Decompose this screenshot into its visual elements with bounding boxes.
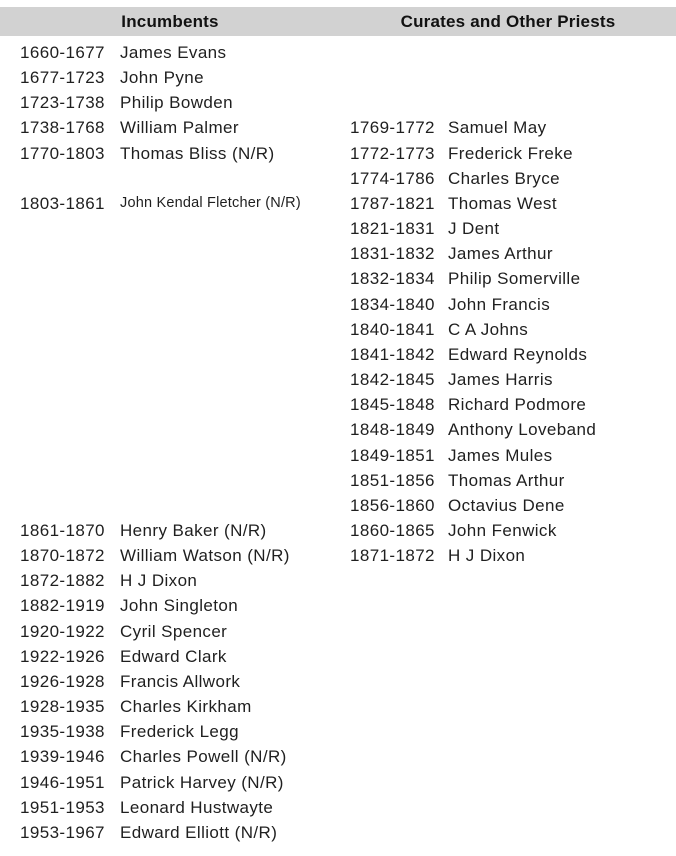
incumbent-years-cell: 1660-1677 [20, 43, 105, 62]
curate-years-cell: 1821-1831 [350, 219, 435, 239]
incumbent-years-cell: 1738-1768 [20, 118, 105, 138]
incumbent-name-cell [120, 493, 350, 518]
incumbent-name-cell: Charles Kirkham [120, 697, 252, 717]
row-left-margin [0, 468, 20, 493]
curate-name-cell: Richard Podmore [448, 395, 587, 415]
curate-years-cell [350, 795, 448, 820]
curate-name-cell: Thomas Arthur [448, 470, 565, 490]
curate-years-cell: 1834-1840 [350, 294, 435, 314]
incumbent-years-cell: 1677-1723 [20, 68, 105, 88]
row-left-margin [0, 317, 20, 342]
curate-name-cell [448, 744, 676, 769]
curate-years-cell: 1787-1821 [350, 193, 435, 213]
clergy-rows-container [0, 36, 676, 845]
row-left-margin [0, 90, 20, 115]
row-left-margin [0, 216, 20, 241]
curate-name-cell [448, 568, 676, 593]
row-left-margin [0, 770, 20, 795]
curate-years-cell: 1772-1773 [350, 143, 435, 163]
row-left-margin [0, 669, 20, 694]
table-row [0, 770, 676, 795]
curate-years-cell: 1860-1865 [350, 520, 435, 540]
incumbent-name-cell: Frederick Legg [120, 722, 239, 742]
incumbent-name-cell [120, 266, 350, 291]
incumbent-name-cell: John Kendal Fletcher (N/R) [120, 194, 301, 211]
incumbent-years-cell: 1872-1882 [20, 571, 105, 591]
table-row [0, 493, 676, 518]
curate-years-cell [350, 719, 448, 744]
row-left-margin [0, 191, 20, 216]
incumbent-name-cell [120, 468, 350, 493]
table-row [0, 367, 676, 392]
incumbent-years-cell: 1935-1938 [20, 722, 105, 742]
incumbents-column-header: Incumbents [121, 11, 219, 31]
row-left-margin [0, 40, 20, 65]
curate-years-cell [350, 744, 448, 769]
row-left-margin [0, 619, 20, 644]
curate-years-cell [350, 65, 448, 90]
curate-name-cell: Samuel May [448, 118, 547, 138]
curate-name-cell: Edward Reynolds [448, 344, 588, 364]
curate-name-cell [448, 719, 676, 744]
curate-name-cell [448, 820, 676, 845]
curate-years-cell [350, 669, 448, 694]
curate-years-cell [350, 40, 448, 65]
curate-name-cell: C A Johns [448, 319, 529, 339]
table-row [0, 543, 676, 568]
table-row [0, 795, 676, 820]
table-row [0, 644, 676, 669]
curate-name-cell [448, 795, 676, 820]
table-row [0, 317, 676, 342]
curate-name-cell: Octavius Dene [448, 495, 565, 515]
incumbent-years-cell: 1803-1861 [20, 193, 105, 213]
curates-column-header: Curates and Other Priests [400, 11, 616, 31]
row-left-margin [0, 820, 20, 845]
row-left-margin [0, 241, 20, 266]
incumbent-name-cell: William Palmer [120, 118, 239, 138]
curate-name-cell: Charles Bryce [448, 168, 560, 188]
curate-years-cell: 1851-1856 [350, 470, 435, 490]
row-left-margin [0, 65, 20, 90]
curate-years-cell: 1848-1849 [350, 420, 435, 440]
row-left-margin [0, 518, 20, 543]
curate-name-cell [448, 694, 676, 719]
table-row [0, 191, 676, 216]
table-row [0, 669, 676, 694]
table-row [0, 744, 676, 769]
curate-years-cell: 1842-1845 [350, 370, 435, 390]
table-row [0, 593, 676, 618]
curate-years-cell: 1774-1786 [350, 168, 435, 188]
curate-years-cell [350, 568, 448, 593]
table-header-bar [0, 7, 676, 36]
incumbent-years-cell: 1770-1803 [20, 143, 105, 163]
curate-name-cell: James Harris [448, 370, 553, 390]
row-left-margin [0, 443, 20, 468]
incumbent-name-cell: Leonard Hustwayte [120, 797, 274, 817]
curate-years-cell [350, 770, 448, 795]
incumbent-name-cell [120, 292, 350, 317]
curate-years-cell: 1840-1841 [350, 319, 435, 339]
row-left-margin [0, 593, 20, 618]
table-row [0, 392, 676, 417]
row-left-margin [0, 744, 20, 769]
incumbent-years-cell: 1953-1967 [20, 822, 105, 842]
row-left-margin [0, 166, 20, 191]
curate-years-cell: 1769-1772 [350, 118, 435, 138]
incumbent-years-cell: 1946-1951 [20, 772, 105, 792]
incumbent-name-cell [120, 166, 350, 191]
table-row [0, 694, 676, 719]
incumbent-years-cell: 1882-1919 [20, 596, 105, 616]
incumbent-years-cell: 1920-1922 [20, 621, 105, 641]
row-left-margin [0, 367, 20, 392]
table-row [0, 90, 676, 115]
incumbent-name-cell: Francis Allwork [120, 671, 241, 691]
incumbent-name-cell: William Watson (N/R) [120, 546, 290, 566]
incumbent-years-cell [20, 216, 120, 241]
row-left-margin [0, 266, 20, 291]
incumbent-years-cell: 1723-1738 [20, 93, 105, 113]
curate-years-cell: 1871-1872 [350, 546, 435, 566]
table-row [0, 443, 676, 468]
table-row [0, 417, 676, 442]
incumbent-name-cell [120, 216, 350, 241]
incumbent-name-cell [120, 342, 350, 367]
incumbent-name-cell [120, 392, 350, 417]
curate-years-cell [350, 90, 448, 115]
incumbent-years-cell [20, 241, 120, 266]
incumbent-years-cell [20, 417, 120, 442]
curate-name-cell [448, 65, 676, 90]
incumbent-name-cell: James Evans [120, 43, 227, 62]
incumbent-name-cell: H J Dixon [120, 571, 198, 591]
table-row [0, 518, 676, 543]
incumbent-name-cell [120, 241, 350, 266]
incumbent-years-cell [20, 317, 120, 342]
row-left-margin [0, 694, 20, 719]
incumbent-name-cell: Philip Bowden [120, 93, 233, 113]
incumbent-years-cell [20, 166, 120, 191]
incumbent-name-cell [120, 367, 350, 392]
curate-years-cell [350, 694, 448, 719]
incumbent-name-cell [120, 443, 350, 468]
curate-years-cell: 1845-1848 [350, 395, 435, 415]
row-left-margin [0, 417, 20, 442]
curate-years-cell: 1841-1842 [350, 344, 435, 364]
table-row [0, 65, 676, 90]
row-left-margin [0, 493, 20, 518]
row-left-margin [0, 141, 20, 166]
row-left-margin [0, 719, 20, 744]
table-row [0, 619, 676, 644]
curate-name-cell: Philip Somerville [448, 269, 581, 289]
curate-name-cell: James Arthur [448, 244, 553, 264]
curate-name-cell: John Fenwick [448, 520, 557, 540]
table-row [0, 568, 676, 593]
incumbent-name-cell: John Singleton [120, 596, 239, 616]
row-left-margin [0, 543, 20, 568]
incumbent-years-cell [20, 443, 120, 468]
row-left-margin [0, 392, 20, 417]
incumbent-years-cell [20, 367, 120, 392]
table-row [0, 719, 676, 744]
curate-name-cell [448, 644, 676, 669]
curate-years-cell: 1856-1860 [350, 495, 435, 515]
table-row [0, 216, 676, 241]
table-row [0, 342, 676, 367]
incumbent-name-cell: Edward Clark [120, 646, 227, 666]
incumbent-years-cell: 1951-1953 [20, 797, 105, 817]
curate-name-cell [448, 770, 676, 795]
incumbent-years-cell: 1928-1935 [20, 697, 105, 717]
curate-years-cell [350, 820, 448, 845]
table-row [0, 292, 676, 317]
incumbent-years-cell [20, 292, 120, 317]
curate-years-cell [350, 619, 448, 644]
incumbent-name-cell: John Pyne [120, 68, 204, 88]
curate-years-cell [350, 644, 448, 669]
curate-name-cell [448, 669, 676, 694]
incumbent-name-cell: Edward Elliott (N/R) [120, 822, 278, 842]
incumbent-years-cell: 1870-1872 [20, 546, 105, 566]
curate-name-cell: Anthony Loveband [448, 420, 597, 440]
table-row [0, 115, 676, 140]
incumbent-name-cell [120, 417, 350, 442]
incumbent-name-cell: Patrick Harvey (N/R) [120, 772, 284, 792]
row-left-margin [0, 292, 20, 317]
curate-name-cell: J Dent [448, 219, 500, 239]
incumbent-name-cell: Charles Powell (N/R) [120, 747, 287, 767]
row-left-margin [0, 644, 20, 669]
incumbent-years-cell [20, 266, 120, 291]
table-row [0, 266, 676, 291]
table-row [0, 241, 676, 266]
clergy-table-page [0, 7, 676, 856]
curate-name-cell [448, 619, 676, 644]
incumbent-name-cell: Henry Baker (N/R) [120, 520, 267, 540]
incumbent-years-cell [20, 493, 120, 518]
curate-name-cell [448, 90, 676, 115]
curate-name-cell: H J Dixon [448, 546, 526, 566]
incumbent-name-cell: Thomas Bliss (N/R) [120, 143, 275, 163]
incumbent-years-cell: 1861-1870 [20, 520, 105, 540]
row-left-margin [0, 568, 20, 593]
curate-years-cell: 1831-1832 [350, 244, 435, 264]
curate-years-cell: 1849-1851 [350, 445, 435, 465]
row-left-margin [0, 795, 20, 820]
table-row [0, 820, 676, 845]
table-row [0, 40, 676, 65]
incumbent-years-cell: 1922-1926 [20, 646, 105, 666]
table-row [0, 141, 676, 166]
curate-name-cell: Thomas West [448, 193, 557, 213]
curate-years-cell: 1832-1834 [350, 269, 435, 289]
row-left-margin [0, 342, 20, 367]
curate-name-cell: James Mules [448, 445, 553, 465]
table-row [0, 166, 676, 191]
incumbent-years-cell [20, 468, 120, 493]
incumbent-years-cell: 1926-1928 [20, 671, 105, 691]
incumbent-years-cell [20, 392, 120, 417]
curate-name-cell [448, 40, 676, 65]
incumbent-name-cell: Cyril Spencer [120, 621, 228, 641]
curate-name-cell [448, 593, 676, 618]
row-left-margin [0, 115, 20, 140]
curate-name-cell: John Francis [448, 294, 551, 314]
incumbent-years-cell: 1939-1946 [20, 747, 105, 767]
curate-name-cell: Frederick Freke [448, 143, 574, 163]
incumbent-years-cell [20, 342, 120, 367]
curate-years-cell [350, 593, 448, 618]
table-row [0, 468, 676, 493]
incumbent-name-cell [120, 317, 350, 342]
